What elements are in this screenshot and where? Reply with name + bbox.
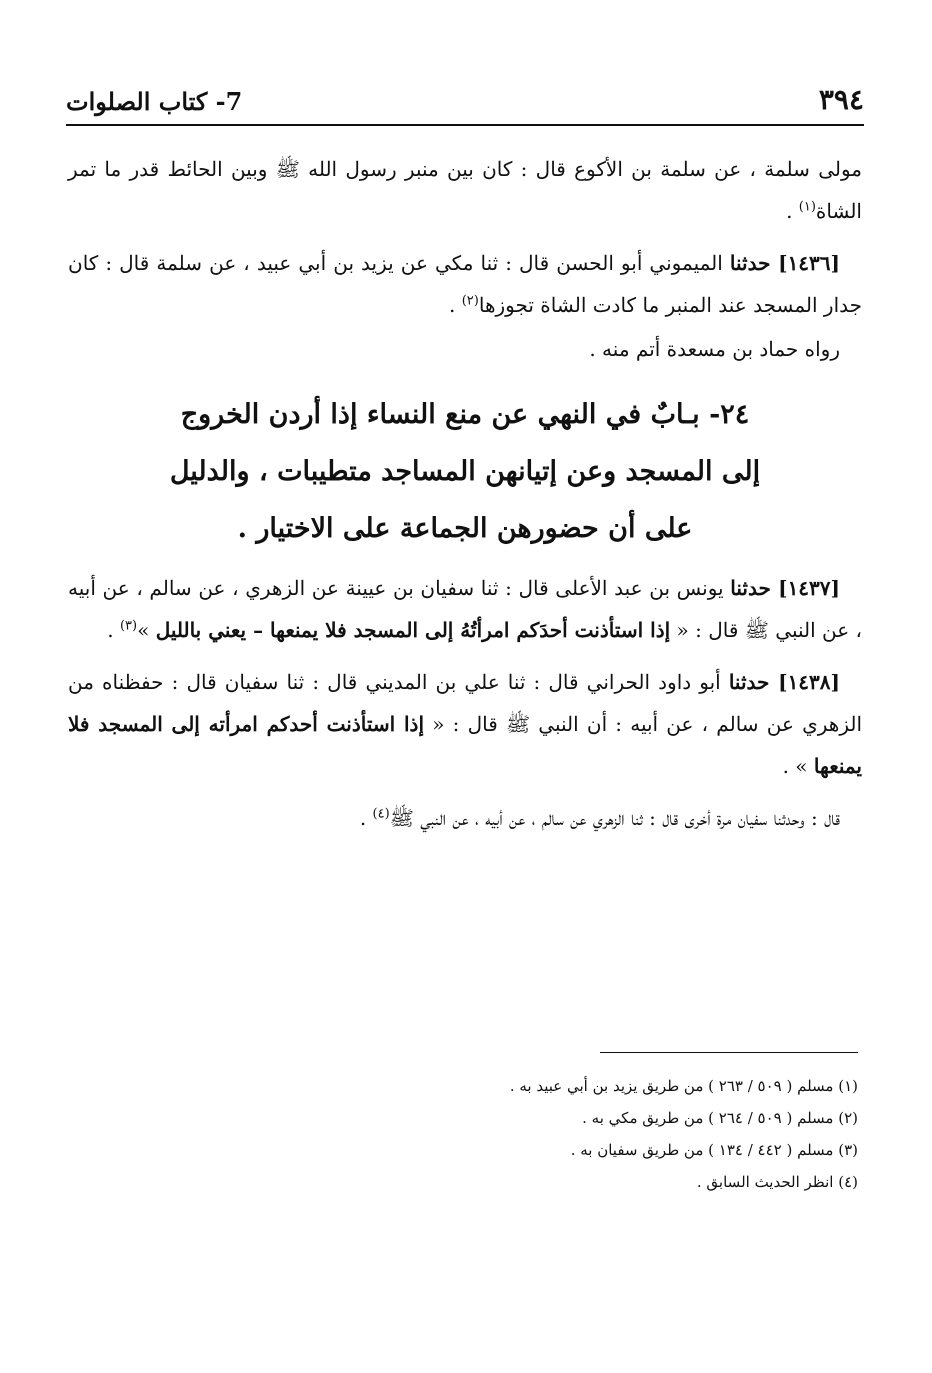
hadith-1436: [١٤٣٦] حدثنا الميموني أبو الحسن قال : ثنا مكي عن يزيد بن أبي عبيد ، عن سلمة قال : كان جدار المسجد عند المنبر ما كادت الشاة تجوزها$^{(٢)}$ . — [68, 251, 862, 317]
main-text — [68, 148, 862, 849]
footnote-1: (١) مسلم ( ٥٠٩ / ٢٦٣ ) من طريق يزيد بن أبي عبيد به . — [509, 1077, 858, 1095]
footnote-ref-2: (٢) — [461, 293, 479, 309]
hadith-number: [١٤٣٦] — [770, 251, 840, 275]
footnote-ref-3: (٣) — [119, 618, 138, 634]
page-header — [66, 76, 864, 116]
chapter-heading-line-2: إلى المسجد وعن إتيانهن المساجد متطيبات ، والدليل — [169, 456, 761, 487]
chapter-heading — [68, 386, 862, 557]
hadith-lead: حدثنا — [730, 576, 771, 600]
page-number: ٣٩٤ — [818, 83, 864, 116]
footnote-2: (٢) مسلم ( ٥٠٩ / ٢٦٤ ) من طريق مكي به . — [582, 1109, 858, 1127]
footnote-4: (٤) انظر الحديث السابق . — [696, 1173, 858, 1191]
chapter-heading-line-1: ٢٤- بـابٌ في النهي عن منع النساء إذا أردن الخروج — [180, 399, 750, 430]
footnotes — [68, 1070, 858, 1198]
hadith-quote: إذا استأذنت أحدكم امرأته إلى المسجد فلا يمنعها — [68, 712, 862, 778]
hadith-1437: [١٤٣٧] حدثنا يونس بن عبد الأعلى قال : ثنا سفيان بن عيينة عن الزهري ، عن سالم ، عن أبيه ، عن النبي ﷺ قال : « إذا استأذنت أحدَكم امرأتُهُ إلى المسجد فلا يمنعها – يعني بالليل »$^{(٣)}$ . — [68, 576, 862, 642]
footnote-ref-4: (٤) — [372, 806, 390, 822]
hadith-lead: حدثنا — [729, 251, 771, 275]
hadith-number: [١٤٣٨] — [769, 670, 840, 694]
hadith-lead: حدثنا — [728, 670, 770, 694]
narration-note: رواه حماد بن مسعدة أتم منه . — [589, 337, 840, 361]
hadith-number: [١٤٣٧] — [770, 576, 840, 600]
chapter-heading-line-3: على أن حضورهن الجماعة على الاختيار . — [237, 513, 693, 544]
header-rule — [66, 124, 864, 126]
paragraph-1: مولى سلمة ، عن سلمة بن الأكوع قال : كان بين منبر رسول الله ﷺ وبين الحائط قدر ما تمر الشاة$^{(١)}$ . — [68, 157, 862, 223]
running-title: 7- كتاب الصلوات — [66, 87, 243, 116]
footnote-ref-1: (١) — [798, 199, 816, 215]
narration-paragraph: قال : وحدثنا سفيان مرة أخرى قال : ثنا الزهري عن سالم ، عن أبيه ، عن النبي ﷺ$^{(٤)}$ . — [359, 806, 840, 830]
hadith-quote: إذا استأذنت أحدَكم امرأتُهُ إلى المسجد فلا يمنعها – يعني بالليل — [155, 618, 671, 642]
footnote-rule — [600, 1052, 858, 1053]
hadith-1438: [١٤٣٨] حدثنا أبو داود الحراني قال : ثنا علي بن المديني قال : ثنا سفيان قال : حفظناه من الزهري عن سالم ، عن أبيه : أن النبي ﷺ قال : « إذا استأذنت أحدكم امرأته إلى المسجد فلا يمنعها » . — [68, 670, 863, 778]
footnote-3: (٣) مسلم ( ٤٤٢ / ١٣٤ ) من طريق سفيان به . — [570, 1141, 858, 1159]
